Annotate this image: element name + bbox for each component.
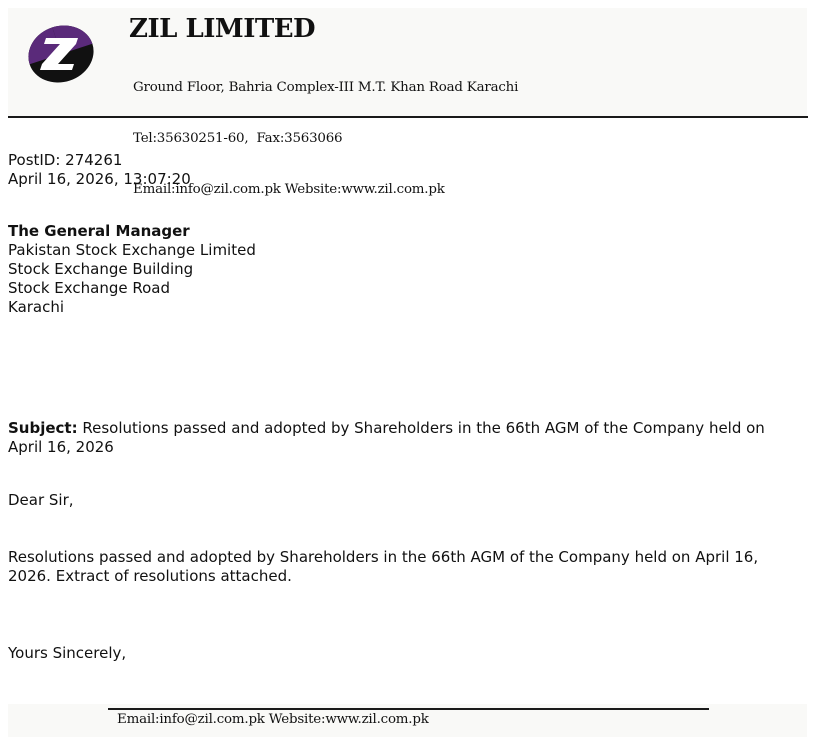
company-contact-block	[133, 45, 518, 232]
footer-email-website: Email:info@zil.com.pk Website:www.zil.com.pk	[117, 712, 429, 727]
addressee-line-4: Karachi	[8, 298, 65, 316]
addressee-line-2: Stock Exchange Building	[8, 260, 194, 278]
subject-label: Subject:	[8, 419, 78, 437]
subject-line	[8, 419, 788, 457]
addressee-block	[8, 222, 256, 317]
greeting: Dear Sir,	[8, 491, 74, 509]
company-email-website: Email:info@zil.com.pk Website:www.zil.com.pk	[133, 182, 445, 197]
header-divider	[8, 116, 808, 118]
addressee-title: The General Manager	[8, 222, 190, 240]
company-name: ZIL LIMITED	[129, 14, 316, 44]
subject-text: Resolutions passed and adopted by Shareholders in the 66th AGM of the Company held on April 16, 2026	[8, 419, 765, 456]
closing: Yours Sincerely,	[8, 644, 127, 662]
post-datetime: April 16, 2026, 13:07:20	[8, 170, 191, 188]
addressee-line-1: Pakistan Stock Exchange Limited	[8, 241, 256, 259]
post-meta	[8, 151, 191, 189]
company-address: Ground Floor, Bahria Complex-III M.T. Khan Road Karachi	[133, 80, 519, 95]
body-paragraph: Resolutions passed and adopted by Shareholders in the 66th AGM of the Company held on April 16, 2026. Extract of resolutions attached.	[8, 548, 759, 585]
zil-logo-icon	[26, 20, 96, 88]
post-id: PostID: 274261	[8, 151, 123, 169]
company-tel-fax: Tel:35630251-60, Fax:3563066	[133, 131, 343, 146]
footer-divider	[108, 708, 709, 710]
addressee-line-3: Stock Exchange Road	[8, 279, 170, 297]
